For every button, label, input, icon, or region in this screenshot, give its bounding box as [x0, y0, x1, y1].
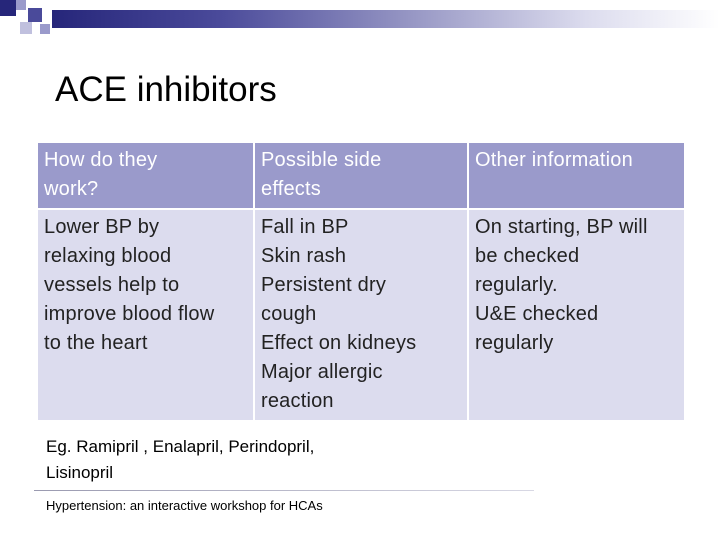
- ace-inhibitors-table: [36, 141, 686, 422]
- body-cell-how-work: [37, 209, 254, 421]
- decor-square: [0, 0, 16, 16]
- cell-text-line: U&E checked: [475, 303, 599, 325]
- cell-text-line: Effect on kidneys: [261, 332, 417, 354]
- footer-text: Hypertension: an interactive workshop for HCAs: [46, 498, 323, 513]
- cell-text-line: cough: [261, 303, 317, 325]
- cell-text-line: reaction: [261, 390, 334, 412]
- cell-text-line: Fall in BP: [261, 216, 349, 238]
- cell-text-line: Lower BP by: [44, 216, 160, 238]
- cell-text-line: On starting, BP will: [475, 216, 648, 238]
- header-text-line: Possible side: [261, 149, 382, 171]
- cell-text-line: Major allergic: [261, 361, 383, 383]
- header-text-line: effects: [261, 178, 321, 200]
- examples-line: Lisinopril: [46, 463, 114, 482]
- header-cell-side-effects: [254, 142, 468, 209]
- decor-square: [28, 8, 42, 22]
- decor-square: [20, 22, 32, 34]
- slide-title: ACE inhibitors: [55, 70, 277, 109]
- table-body-row: [37, 209, 685, 421]
- header-gradient-band: [52, 10, 720, 28]
- cell-text-line: improve blood flow: [44, 303, 215, 325]
- examples-line: Eg. Ramipril , Enalapril, Perindopril,: [46, 437, 315, 456]
- table-header-row: [37, 142, 685, 209]
- header-cell-how-work: [37, 142, 254, 209]
- cell-text-line: regularly.: [475, 274, 558, 296]
- drug-examples: [46, 434, 314, 486]
- header-text-line: work?: [44, 178, 99, 200]
- header-text-line: Other information: [475, 149, 633, 171]
- decor-square: [40, 24, 50, 34]
- header-text-line: How do they: [44, 149, 158, 171]
- footer-divider: [34, 490, 534, 491]
- cell-text-line: to the heart: [44, 332, 148, 354]
- body-cell-other-info: [468, 209, 685, 421]
- cell-text-line: Persistent dry: [261, 274, 387, 296]
- header-cell-other-info: [468, 142, 685, 209]
- cell-text-line: be checked: [475, 245, 580, 267]
- cell-text-line: regularly: [475, 332, 554, 354]
- cell-text-line: vessels help to: [44, 274, 180, 296]
- decorative-header-bar: [0, 0, 720, 34]
- cell-text-line: Skin rash: [261, 245, 347, 267]
- body-cell-side-effects: [254, 209, 468, 421]
- cell-text-line: relaxing blood: [44, 245, 172, 267]
- decor-square: [16, 0, 26, 10]
